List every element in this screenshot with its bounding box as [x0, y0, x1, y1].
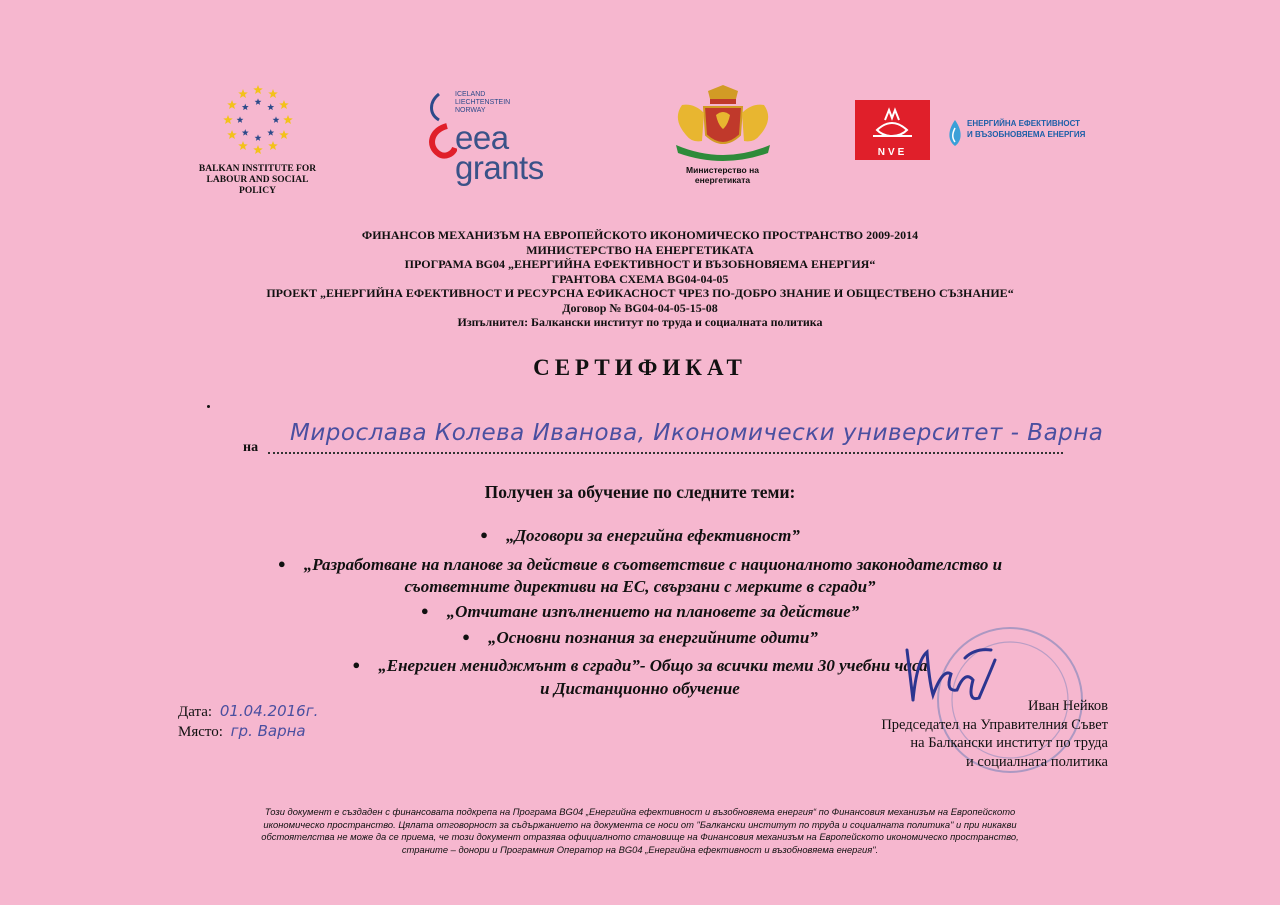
ministry-logo [645, 85, 800, 185]
date-value: 01.04.2016г. [219, 702, 319, 720]
star-icon [268, 141, 278, 150]
coat-of-arms-icon [668, 85, 778, 161]
certificate-title: СЕРТИФИКАТ [533, 355, 747, 380]
header-block [0, 228, 1280, 330]
signatory-title-3: и социалната политика [966, 753, 1108, 770]
signatory-block [830, 697, 1108, 771]
topic-text: и Дистанционно обучение [540, 679, 740, 698]
reindeer-icon [855, 100, 930, 144]
star-icon [254, 98, 261, 105]
grants-word: grants [455, 149, 544, 186]
star-icon [272, 116, 279, 123]
star-icon [279, 130, 289, 139]
date-row [178, 702, 318, 721]
star-icon [223, 115, 233, 124]
recipient-label: на [243, 440, 259, 455]
eea-grants-logo [425, 88, 555, 188]
header-line-5: ПРОЕКТ „ЕНЕРГИЙНА ЕФЕКТИВНОСТ И РЕСУРСНА ЕФИКАСНОСТ ЧРЕЗ ПО-ДОБРО ЗНАНИЕ И ОБЩЕСТВЕНО СЪЗНАНИЕ“ [266, 286, 1014, 300]
energy-logo-line-2: И ВЪЗОБНОВЯЕМА ЕНЕРГИЯ [967, 130, 1086, 139]
star-icon [238, 141, 248, 150]
header-line-7: Изпълнител: Балкански институт по труда и социалната политика [457, 315, 823, 329]
star-icon [253, 85, 263, 94]
topic-item [0, 525, 1280, 547]
bullet-icon: ● [462, 629, 471, 644]
balkan-institute-logo [190, 80, 325, 197]
star-icon [236, 116, 243, 123]
star-icon [254, 134, 261, 141]
header-line-2: МИНИСТЕРСТВО НА ЕНЕРГЕТИКАТА [526, 242, 754, 257]
star-icon [279, 100, 289, 109]
topic-text: съответните директиви на ЕС, свързани с мерките в сгради” [404, 577, 876, 596]
footer-line-3: обстоятелства не може да се приема, че този документ отразява официалното становище на Финансовия механизъм на Европейското икономическо пространство, [261, 831, 1019, 842]
star-icon [268, 89, 278, 98]
balkan-caption-line-3: POLICY [239, 186, 276, 196]
footer-line-2: икономическо пространство. Цялата отговорност за съдържанието на документа се носи от "Балкански институт по труда и социалната политика" и при никакви [263, 818, 1017, 830]
ministry-caption-line-2: енергетиката [694, 175, 751, 185]
footer-line-1: Този документ е създаден с финансовата подкрепа на Програма BG04 „Енергийна ефективност и възобновяема енергия“ по Финансовия механизъм на Европейското [264, 806, 1016, 817]
footer-line-4: страните – донори и Програмния Оператор на BG04 „Енергийна ефективност и възобновяема енергия". [401, 843, 879, 855]
star-icon [227, 100, 237, 109]
star-icon [267, 129, 274, 136]
star-icon [227, 130, 237, 139]
eea-swirl-icon [425, 88, 457, 183]
topic-text: „Енергиен мениджмънт в сгради”- Общо за всички теми 30 учебни часа [378, 656, 928, 675]
star-icon [253, 145, 263, 154]
balkan-caption-line-1: BALKAN INSTITUTE FOR [198, 164, 317, 174]
eea-country-3: NORWAY [455, 107, 486, 114]
received-heading: Получен за обучение по следните теми: [484, 482, 796, 502]
ink-dot [207, 405, 210, 408]
header-line-4: ГРАНТОВА СХЕМА BG04-04-05 [551, 271, 729, 286]
topic-item-continuation [0, 576, 1280, 597]
eea-country-2: LIECHTENSTEIN [455, 99, 511, 106]
eea-word: eea [455, 119, 509, 156]
star-icon [241, 129, 248, 136]
recipient-dotted-line [268, 452, 1063, 454]
star-icon [267, 104, 274, 111]
topic-text: „Договори за енергийна ефективност” [505, 526, 800, 545]
star-icon [283, 115, 293, 124]
topic-text: „Основни познания за енергийните одити” [488, 628, 818, 647]
bullet-icon: ● [352, 657, 361, 672]
bullet-icon: ● [420, 603, 429, 618]
balkan-caption-line-2: LABOUR AND SOCIAL [206, 175, 309, 185]
leaf-drop-icon [945, 118, 965, 148]
header-line-6: Договор № BG04-04-05-15-08 [562, 300, 718, 315]
topic-item [0, 554, 1280, 576]
bullet-icon: ● [480, 527, 488, 542]
energy-logo-line-1: ЕНЕРГИЙНА ЕФЕКТИВНОСТ [967, 119, 1081, 128]
funding-disclaimer [160, 806, 1120, 856]
signatory-name: Иван Нейков [1027, 698, 1108, 714]
ministry-caption-line-1: Министерство на [686, 165, 759, 175]
signatory-title-1: Председател на Управителния Съвет [881, 716, 1108, 733]
star-icon [241, 104, 248, 111]
topic-text: „Отчитане изпълнението на плановете за действие” [446, 602, 860, 621]
header-line-3: ПРОГРАМА BG04 „ЕНЕРГИЙНА ЕФЕКТИВНОСТ И ВЪЗОБНОВЯЕМА ЕНЕРГИЯ“ [404, 257, 876, 271]
header-line-1: ФИНАНСОВ МЕХАНИЗЪМ НА ЕВРОПЕЙСКОТО ИКОНОМИЧЕСКО ПРОСТРАНСТВО 2009-2014 [361, 228, 919, 242]
nve-logo [855, 100, 930, 160]
place-row [178, 722, 306, 741]
signatory-title-2: на Балкански институт по труда [910, 735, 1108, 751]
topic-text: „Разработване на планове за действие в съответствие с националното законодателство и [303, 555, 1003, 574]
date-label: Дата: [178, 704, 213, 720]
place-value: гр. Варна [230, 722, 306, 740]
nve-label: NVE [877, 147, 908, 158]
eea-country-1: ICELAND [455, 91, 486, 98]
recipient-name: Мирослава Колева Иванова, Икономически университет - Варна [290, 420, 1104, 446]
eu-stars-icon [218, 80, 298, 160]
bullet-icon: ● [277, 556, 286, 571]
place-label: Място: [178, 724, 223, 740]
star-icon [238, 89, 248, 98]
